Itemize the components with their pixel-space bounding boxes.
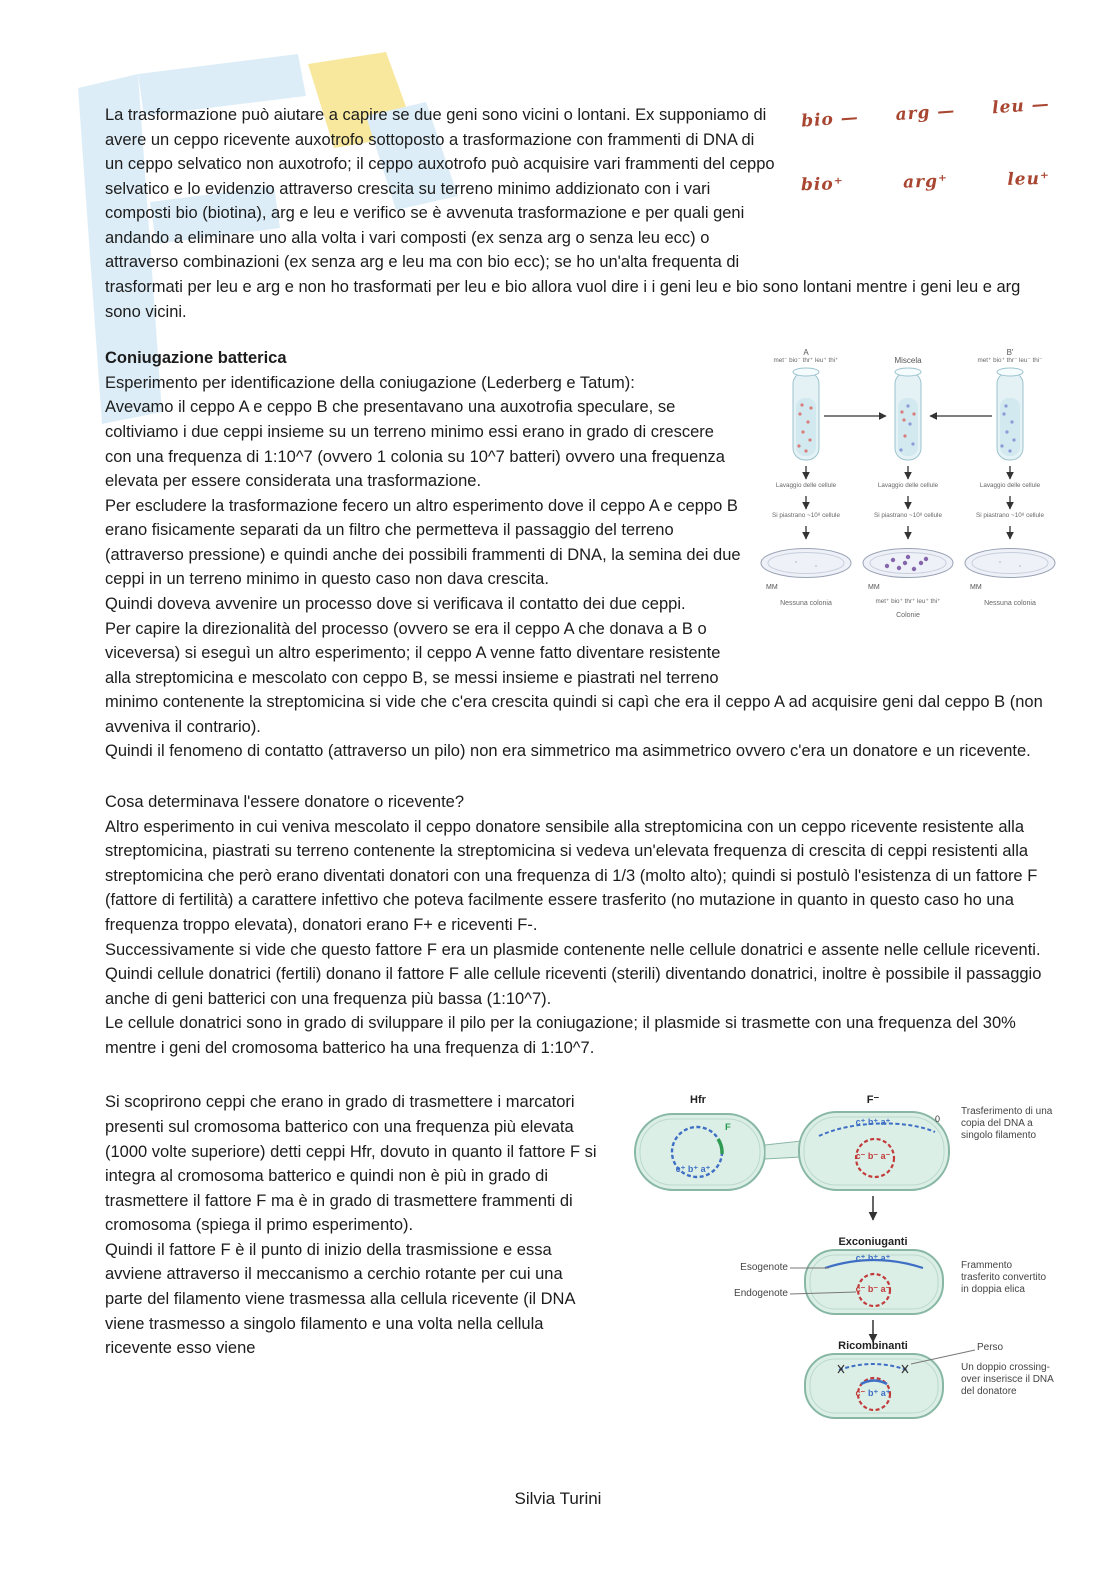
hfr-cell [635, 1114, 765, 1190]
body-paragraph: Per capire la direzionalità del processo (ovvero se era il ceppo A che donava a B o viceversa) si eseguì un altro esperimento; il ceppo A venne fatto diventare resistente alla streptomicina e mescolato con ceppo B, se messi insieme e piastrati nel terreno minimo contenente la streptomicina si vide che c'era crescita quindi si capì che era il ceppo A ad acquisire geni dal ceppo B (non avveniva il contrario). [105, 619, 1043, 736]
plating-label: Si piastrano ~10⁸ cellule [772, 512, 840, 520]
handwritten-term: leu⁺ [1007, 169, 1051, 191]
body-paragraph: Quindi doveva avvenire un processo dove si verificava il contatto dei due ceppi. [105, 594, 686, 613]
tube-b-genotype: met⁺ bio⁺ thr⁻ leu⁻ thi⁻ [977, 357, 1043, 365]
endogenote-label: Endogenote [734, 1288, 788, 1300]
tube-b-label: B' [1006, 348, 1014, 358]
body-paragraph: Altro esperimento in cui veniva mescolato il ceppo donatore sensibile alla streptomicina con un ceppo ricevente resistente alla streptomicina, piastrati su terreno contenente la streptomicina si vedeva un'elevata frequenza di crescita di ceppi resistenti alla streptomicina che però erano diventati donatori con una frequenza di 1/3 (molto alto); quindi si postulò l'esistenza di un fattore F (fattore di fertilità) a carattere infettivo che poteva facilmente essere trasferito (no mutazione in quanto in questo caso ho una frequenza troppo elevata), donatori erano F+ e riceventi F-. [105, 817, 1038, 934]
donor-genes-label: c⁺ b⁺ a⁺ [675, 1164, 711, 1175]
handwritten-term: bio⁺ [800, 174, 844, 196]
test-tube-mix [895, 368, 921, 460]
medium-label: MM [970, 584, 982, 592]
transferred-genes-label: c⁺ b⁺ a⁺ [855, 1117, 891, 1128]
body-paragraph: Avevamo il ceppo A e ceppo B che presentavano una auxotrofia speculare, se coltiviamo i due ceppi insieme su un terreno minimo essi erano in grado di crescere con una frequenza di 1:10^7 (ovvero 1 colonia su 10^7 batteri) ovvero una frequenza elevata per essere considerata una trasformazione. [105, 398, 725, 491]
f-minus-label: F⁻ [866, 1094, 880, 1107]
body-paragraph: Quindi il fattore F è il punto di inizio della trasmissione e essa avviene attraverso il meccanismo a cerchio rotante per cui una parte del filamento viene trasmessa alla cellula ricevente (il DNA viene trasmesso a singolo filamento e una volta nella cellula ricevente esso viene [105, 1240, 575, 1358]
test-tube-b [997, 368, 1023, 460]
body-paragraph: Quindi il fenomeno di contatto (attraverso un pilo) non era simmetrico ma asimmetrico ovvero c'era un donatore e un ricevente. [105, 742, 1031, 761]
body-paragraph: Quindi cellule donatrici (fertili) donano il fattore F alle cellule riceventi (sterili) diventando donatrici, inoltre è possibile il passaggio anche di geni batterici con una frequenza più bassa (1:10^7). [105, 965, 1042, 1008]
petri-dish-right [965, 549, 1055, 578]
body-paragraph: Esperimento per identificazione della coniugazione (Lederberg e Tatum): [105, 373, 635, 392]
ricombinanti-cell [805, 1354, 943, 1418]
plating-label: Si piastrano ~10⁸ cellule [874, 512, 942, 520]
incubation-arrows [806, 526, 1010, 539]
handwritten-term: leu — [991, 94, 1051, 119]
hfr-label: Hfr [690, 1094, 706, 1107]
medium-label: MM [766, 584, 778, 592]
question-line: Cosa determinava l'essere donatore o ricevente? [105, 793, 465, 812]
test-tube-a [793, 368, 819, 460]
figure-hfr-conjugation [623, 1092, 1058, 1444]
wash-label: Lavaggio delle cellule [877, 482, 939, 490]
plating-arrows [806, 496, 1010, 509]
body-paragraph: Le cellule donatrici sono in grado di sviluppare il pilo per la coniugazione; il plasmide si trasmette con una frequenza del 30% mentre i geni del cromosoma batterico ha una frequenza di 1:10^7. [105, 1014, 1016, 1057]
body-paragraph: Per escludere la trasformazione fecero un altro esperimento dove il ceppo A e ceppo B erano fisicamente separati da un filtro che permetteva il passaggio del terreno (attraverso pressione) e quindi anche dei possibili frammenti di DNA, la semina dei due ceppi in un terreno minimo in questo caso non dava crescita. [105, 496, 741, 589]
author-name: Silvia Turini [514, 1489, 602, 1508]
result-no-colony-left: Nessuna colonia [780, 600, 832, 608]
recombinant-genes-label [828, 1388, 918, 1400]
figure-lederberg-tatum [758, 348, 1058, 660]
wash-arrows [806, 466, 1010, 479]
section-transformation [105, 94, 1058, 324]
result-colonies: Colonie [896, 612, 920, 620]
section-coniugazione [105, 346, 1058, 764]
ricombinanti-label: Ricombinanti [838, 1340, 908, 1353]
section-hfr [105, 1090, 1058, 1399]
petri-dish-center [863, 549, 953, 578]
handwritten-minus-row [792, 92, 1058, 136]
intro-paragraph: La trasformazione può aiutare a capire se due geni sono vicini o lontani. Ex supponiamo di avere un ceppo ricevente auxotrofo sottoposto a trasformazione con frammenti di DNA di un ceppo selvatico non auxotrofo; il ceppo auxotrofo può acquisire vari frammenti del ceppo selvatico e lo evidenzio attraverso crescita su terreno minimo addizionato con i vari composti bio (biotina), arg e leu e verifico se è avvenuta trasformazione e per quali geni andando a eliminare uno alla volta i vari composti (ex senza arg o senza leu ecc) o attraverso combinazioni (ex senza arg e leu ma con bio ecc); se ho un'alta frequenta di trasformati per leu e arg e non ho trasformati per leu e bio allora vuol dire i i geni leu e bio sono lontani mentre i geni leu e arg sono vicini. [105, 106, 1021, 321]
body-paragraph: Si scoprirono ceppi che erano in grado di trasmettere i marcatori presenti sul cromosoma batterico con una frequenza più elevata (1000 volte superiore) detti ceppi Hfr, dovuto in quanto il fattore F si integra al cromosoma batterico e quindi non è più in grado di trasmettere il fattore F ma è in grado di trasmettere frammenti di cromosoma (spiega il primo esperimento). [105, 1093, 597, 1235]
tube-a-label: A [803, 348, 809, 358]
section-fattore-f [105, 790, 1058, 1060]
exconiuganti-recipient-genes: c⁻ b⁻ a⁻ [855, 1284, 891, 1295]
conjugation-pilus [765, 1141, 801, 1159]
result-center-genotype: met⁺ bio⁺ thr⁺ leu⁺ thi⁺ [875, 598, 941, 606]
result-no-colony-right: Nessuna colonia [984, 600, 1036, 608]
heading-coniugazione: Coniugazione batterica [105, 349, 287, 368]
tube-a-genotype: met⁻ bio⁻ thr⁺ leu⁺ thi⁺ [773, 357, 839, 365]
transfer-note: Trasferimento di una copia del DNA a singolo filamento [961, 1106, 1053, 1142]
exconiuganti-donor-genes: c⁺ b⁺ a⁺ [855, 1253, 891, 1264]
handwritten-term: bio — [800, 107, 860, 132]
esogenote-label: Esogenote [740, 1262, 788, 1274]
recombinant-gene-right: b⁺ a⁺ [868, 1388, 891, 1399]
medium-label: MM [868, 584, 880, 592]
perso-label: Perso [977, 1342, 1004, 1354]
body-paragraph: Successivamente si vide che questo fattore F era un plasmide contenente nelle cellule donatrici e assente nelle cellule riceventi. [105, 940, 1041, 959]
handwritten-annotation [793, 94, 1058, 247]
recipient-genes-label: c⁻ b⁻ a⁻ [855, 1151, 891, 1162]
wash-label: Lavaggio delle cellule [979, 482, 1041, 490]
wash-label: Lavaggio delle cellule [775, 482, 837, 490]
plating-label: Si piastrano ~10⁸ cellule [976, 512, 1044, 520]
origin-label: 0 [935, 1114, 941, 1125]
f-factor-label: F [725, 1122, 731, 1134]
tube-mix-label: Miscela [894, 356, 922, 366]
handwritten-term: arg — [894, 100, 956, 126]
crossover-note: Un doppio crossing-over inserisce il DNA del donatore [961, 1362, 1054, 1398]
recombinant-gene-left: c⁻ [855, 1388, 866, 1399]
handwritten-term: arg⁺ [902, 171, 949, 193]
petri-dish-left [761, 549, 851, 578]
exconiuganti-label: Exconiuganti [838, 1236, 908, 1249]
handwritten-plus-row [793, 167, 1059, 199]
fragment-note: Frammento trasferito convertito in doppia elica [961, 1260, 1047, 1296]
